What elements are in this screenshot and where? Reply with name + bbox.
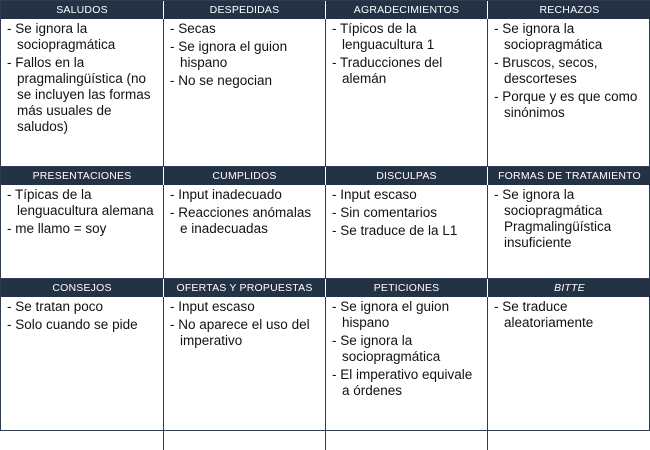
column-header: BITTE [487,279,650,297]
list-item: - Input escaso [170,299,255,314]
column-header: PRESENTACIONES [1,167,163,185]
list-item: - Solo cuando se pide [7,317,138,332]
column-header: DISCULPAS [325,167,487,185]
list-item: - Fallos en la pragmalingüística (no se incluyen las formas más usuales de saludos) [7,55,151,134]
list-item: - Típicos de la lenguacultura 1 [332,21,435,52]
table-cell [487,19,650,167]
list-item: - Secas [170,21,216,36]
list-item: - Sin comentarios [332,205,438,220]
column-header: OFERTAS Y PROPUESTAS [163,279,325,297]
list-item: - Porque y es que como sinónimos [494,89,638,120]
list-item: - Se tratan poco [7,299,104,314]
list-item: - No se negocian [170,73,273,88]
column-header: FORMAS DE TRATAMIENTO [487,167,650,185]
table-cell [163,19,325,167]
table-cell [163,297,325,450]
list-item: - Se ignora el guion hispano [332,299,450,330]
list-item: - Se ignora el guion hispano [170,39,288,70]
list-item: - Se traduce aleatoriamente [494,299,594,330]
table-cell [163,185,325,279]
table-cell [487,185,650,279]
table-cell [1,297,163,450]
list-item: - Input escaso [332,187,417,202]
column-header: AGRADECIMIENTOS [325,1,487,19]
list-item: - Se ignora la sociopragmática [494,21,603,52]
list-item: - Bruscos, secos, descorteses [494,55,598,86]
list-item: - Reacciones anómalas e inadecuadas [170,205,312,236]
table-cell [1,185,163,279]
list-item: - Se ignora la sociopragmática [7,21,116,52]
table-cell [1,19,163,167]
list-item: - No aparece el uso del imperativo [170,317,310,348]
column-header: RECHAZOS [487,1,650,19]
list-item: - Se ignora la sociopragmática [332,333,441,364]
list-item: - El imperativo equivale a órdenes [332,367,473,398]
list-item: - me llamo = soy [7,221,107,236]
column-header: DESPEDIDAS [163,1,325,19]
column-header: PETICIONES [325,279,487,297]
table-cell [487,297,650,450]
list-item: - Se ignora la sociopragmática Pragmalingüística insuficiente [494,187,612,250]
column-header: SALUDOS [1,1,163,19]
list-item: - Se traduce de la L1 [332,223,458,238]
table-cell [325,297,487,450]
list-item: - Input inadecuado [170,187,282,202]
list-item: - Típicas de la lenguacultura alemana [7,187,154,218]
list-item: - Traducciones del alemán [332,55,443,86]
column-header: CONSEJOS [1,279,163,297]
table-cell [325,185,487,279]
table-cell [325,19,487,167]
column-header: CUMPLIDOS [163,167,325,185]
